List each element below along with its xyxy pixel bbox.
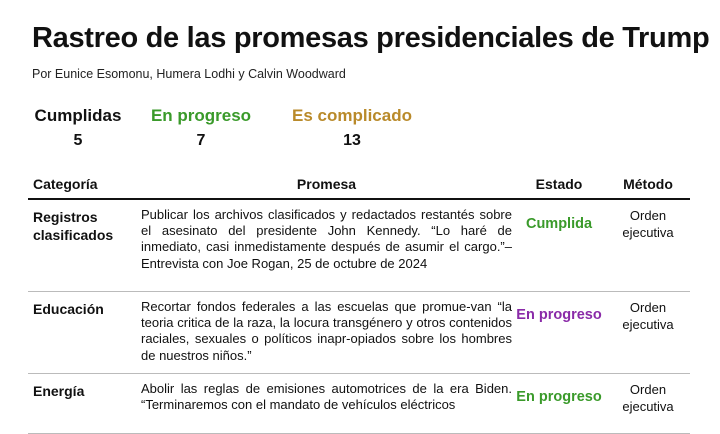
page-title: Rastreo de las promesas presidenciales de Trump [32, 22, 710, 54]
byline: Por Eunice Esomonu, Humera Lodhi y Calvin Woodward [32, 67, 346, 81]
row-category: Registros clasificados [33, 209, 114, 243]
stat-en-progreso [147, 106, 255, 150]
row-method: Orden ejecutiva [622, 382, 674, 414]
table-row [28, 292, 690, 374]
stat-count: 5 [73, 132, 83, 149]
header-method[interactable]: Método [623, 176, 673, 192]
table-row [28, 374, 690, 434]
header-status[interactable]: Estado [535, 176, 583, 192]
status-badge: En progreso [516, 389, 602, 405]
table-row [28, 200, 690, 292]
row-promise: Abolir las reglas de emisiones automotrices de la era Biden. “Terminaremos con el mandato de vehículos eléctricos [141, 381, 512, 413]
table-header [28, 170, 690, 200]
stat-label: En progreso [150, 106, 252, 125]
row-category: Energía [33, 383, 85, 399]
stat-count: 7 [196, 132, 206, 149]
stat-es-complicado [287, 106, 417, 150]
row-method: Orden ejecutiva [622, 208, 674, 240]
header-promise[interactable]: Promesa [296, 176, 357, 192]
stat-count: 13 [343, 132, 361, 149]
status-badge: Cumplida [525, 216, 593, 232]
row-promise: Recortar fondos federales a las escuelas que promue-van “la teoria critica de la raza, la locura transgénero y otros contenidos raciales, sexuales o políticos inapr-opiados sobre los hombres de nuestros niños.” [141, 299, 512, 363]
row-category: Educación [33, 301, 104, 317]
stat-label: Cumplidas [34, 106, 122, 125]
promises-table [28, 170, 690, 434]
row-promise: Publicar los archivos clasificados y redactados restantés sobre el asesinato del presidente John Kennedy. “Lo haré de inmediato, casi inmedistamente después de asumir el cargo.”– Entrevista con Joe Rogan, 25 de octubre de 2024 [141, 207, 512, 271]
header-category[interactable]: Categoría [33, 176, 98, 192]
row-method: Orden ejecutiva [622, 300, 674, 332]
stat-cumplidas [32, 106, 124, 150]
status-badge: En progreso [516, 307, 602, 323]
stat-label: Es complicado [292, 106, 412, 125]
